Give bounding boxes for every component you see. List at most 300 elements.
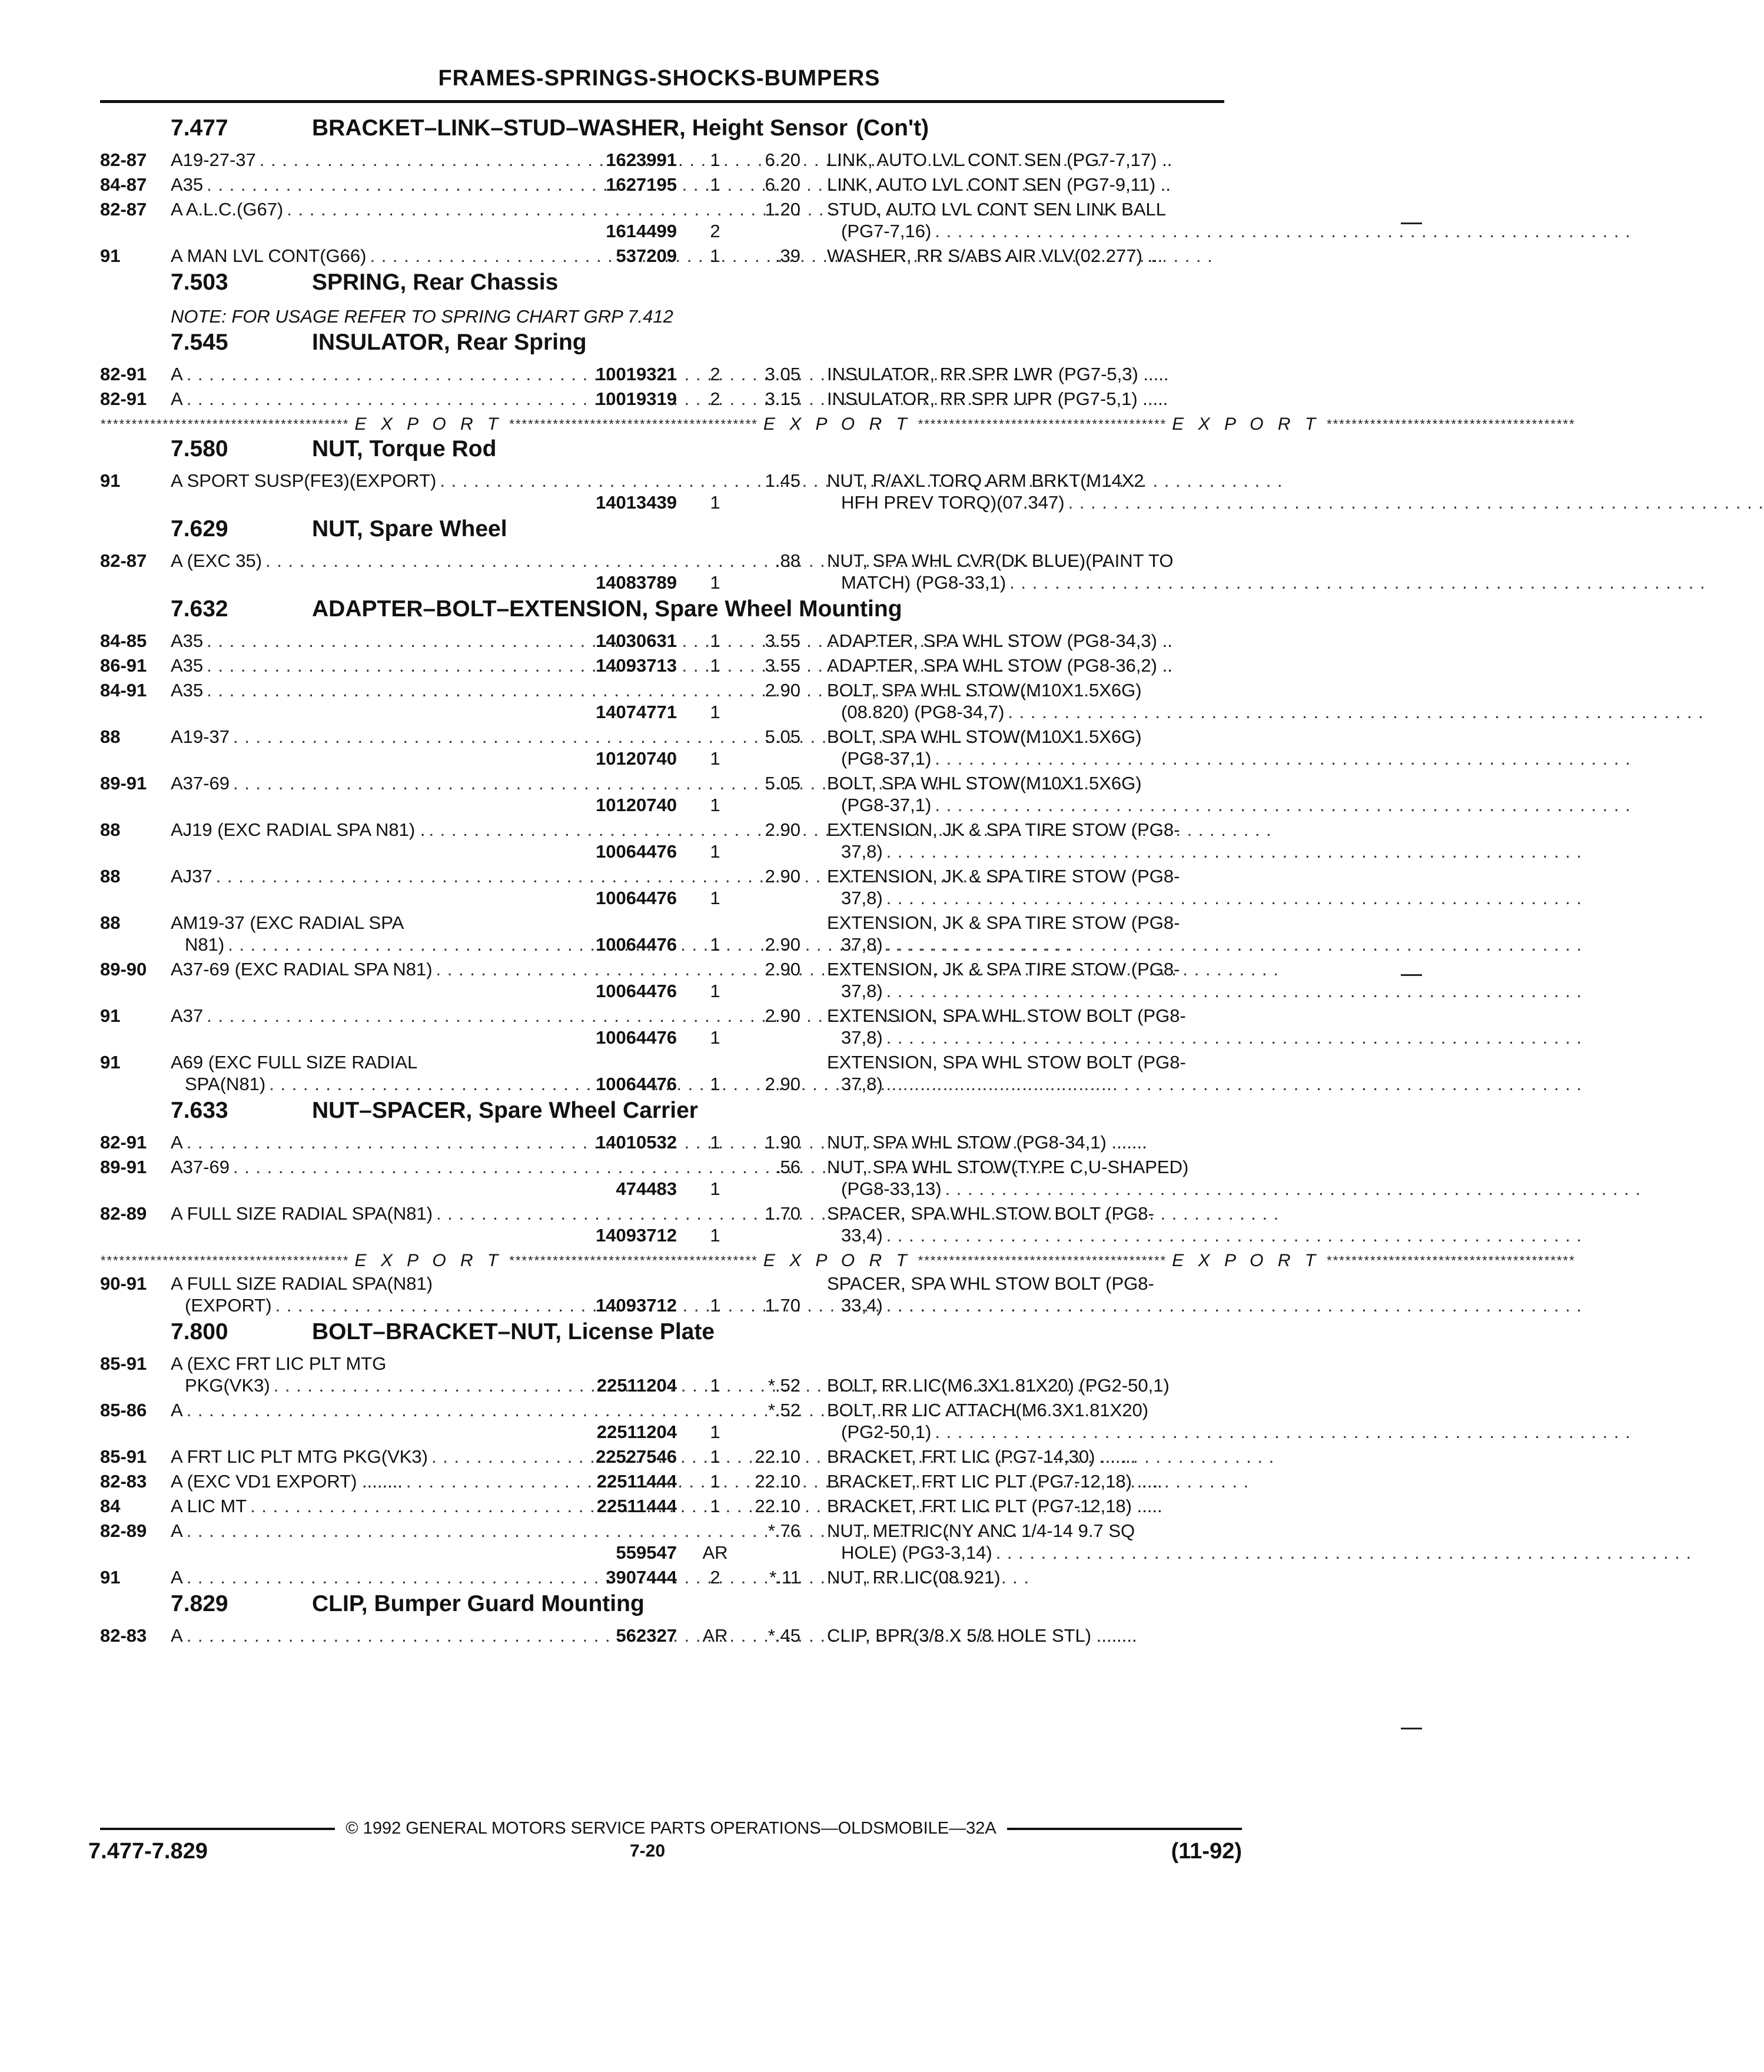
usage-text: AM19-37 (EXC RADIAL SPA bbox=[171, 912, 404, 933]
section-heading bbox=[100, 115, 1224, 149]
model-years: 84-87 bbox=[100, 174, 147, 195]
usage-text: A FULL SIZE RADIAL SPA(N81) bbox=[171, 1273, 433, 1294]
part-number: 3907444 bbox=[606, 1567, 677, 1588]
quantity: 1 bbox=[710, 245, 720, 266]
part-number: 562327 bbox=[616, 1625, 677, 1646]
section-title-group bbox=[312, 115, 937, 141]
part-name bbox=[800, 245, 1248, 267]
part-name-text: (PG8-37,1) . . . bbox=[827, 748, 1248, 769]
usage-text: A37-69 . . . bbox=[171, 772, 589, 794]
model-years: 82-83 bbox=[100, 1625, 147, 1646]
part-number: 10064476 bbox=[596, 888, 677, 908]
usage-description bbox=[171, 1273, 589, 1316]
part-name-text: NUT, R/AXL TORQ ARM BRKT(M14X2 bbox=[827, 470, 1144, 491]
model-years: 82-87 bbox=[100, 550, 147, 571]
usage-description bbox=[171, 174, 589, 195]
part-row bbox=[100, 1273, 1224, 1316]
price: *.52 bbox=[768, 1400, 800, 1420]
part-name bbox=[800, 1156, 1248, 1200]
part-row bbox=[100, 679, 1224, 723]
part-row bbox=[100, 630, 1224, 652]
part-number: 10120740 bbox=[596, 748, 677, 769]
part-number: 14013439 bbox=[596, 492, 677, 513]
section-number: 7.633 bbox=[171, 1098, 228, 1123]
part-name bbox=[800, 1495, 1248, 1517]
usage-description bbox=[171, 1051, 589, 1095]
part-name-text: BOLT, RR LIC ATTACH(M6.3X1.81X20) bbox=[827, 1400, 1149, 1420]
price: 2.90 bbox=[765, 819, 800, 840]
part-name-text: CLIP, BPR(3/8 X 5/8 HOLE STL) ........ bbox=[827, 1625, 1137, 1646]
usage-note: NOTE: FOR USAGE REFER TO SPRING CHART GRP 7.412 bbox=[171, 306, 673, 327]
price: 3.15 bbox=[765, 388, 800, 409]
model-years: 88 bbox=[100, 726, 121, 747]
part-name-text: 37,8) . . . bbox=[827, 980, 1248, 1002]
part-name-text: NUT, METRIC(NY ANC 1/4-14 9.7 SQ bbox=[827, 1520, 1135, 1541]
part-name bbox=[800, 1051, 1248, 1095]
quantity: 1 bbox=[710, 1132, 720, 1153]
usage-text: (EXPORT) . . . bbox=[171, 1294, 589, 1316]
part-number: 14083789 bbox=[596, 572, 677, 593]
usage-description bbox=[171, 1399, 589, 1443]
usage-text: A FULL SIZE RADIAL SPA(N81) . . . bbox=[171, 1203, 589, 1224]
usage-description bbox=[171, 772, 589, 816]
price: 2.90 bbox=[765, 1005, 800, 1026]
section-number: 7.629 bbox=[171, 516, 228, 542]
part-row bbox=[100, 1203, 1224, 1246]
export-stars: **************************************** bbox=[917, 1253, 1167, 1268]
part-number: 22511204 bbox=[596, 1375, 677, 1396]
quantity: 2 bbox=[710, 388, 720, 409]
quantity: AR bbox=[702, 1625, 728, 1646]
model-years: 86-91 bbox=[100, 655, 147, 676]
export-stars: **************************************** bbox=[1326, 1253, 1575, 1268]
part-name-text: BRACKET, FRT LIC (PG7-14,30) ....... bbox=[827, 1446, 1136, 1467]
part-name bbox=[800, 1005, 1248, 1048]
quantity: 1 bbox=[710, 1496, 720, 1516]
part-name bbox=[800, 1273, 1248, 1316]
price: 2.90 bbox=[765, 680, 800, 700]
quantity: 1 bbox=[710, 1471, 720, 1492]
part-name-text: (08.820) (PG8-34,7) . . . bbox=[827, 701, 1248, 723]
part-row bbox=[100, 149, 1224, 171]
usage-text: A A.L.C.(G67) . . . bbox=[171, 198, 589, 220]
section-title: NUT, Torque Rod bbox=[312, 436, 497, 461]
part-row bbox=[100, 655, 1224, 676]
part-name bbox=[800, 174, 1248, 195]
part-name-text: LINK, AUTO LVL CONT SEN (PG7-9,11) .. bbox=[827, 174, 1171, 195]
section-title: ADAPTER–BOLT–EXTENSION, Spare Wheel Mounting bbox=[312, 596, 902, 622]
part-number: 22511204 bbox=[596, 1422, 677, 1442]
part-row bbox=[100, 174, 1224, 195]
usage-description bbox=[171, 470, 589, 513]
part-name-text: EXTENSION, SPA WHL STOW BOLT (PG8- bbox=[827, 1005, 1186, 1026]
quantity: 1 bbox=[710, 888, 720, 908]
price: 22.10 bbox=[755, 1446, 800, 1467]
model-years: 82-91 bbox=[100, 364, 147, 384]
usage-description bbox=[171, 245, 589, 267]
usage-text: A MAN LVL CONT(G66) . . . bbox=[171, 245, 589, 267]
export-stars: **************************************** bbox=[100, 417, 349, 431]
section-number: 7.545 bbox=[171, 330, 228, 355]
quantity: 1 bbox=[710, 1027, 720, 1048]
part-row bbox=[100, 245, 1224, 267]
part-name bbox=[800, 912, 1248, 955]
export-label: E X P O R T bbox=[354, 414, 503, 434]
model-years: 84-91 bbox=[100, 680, 147, 700]
part-name bbox=[800, 772, 1248, 816]
price: 6.20 bbox=[765, 174, 800, 195]
part-name-text: 33,4) . . . bbox=[827, 1294, 1248, 1316]
section-number: 7.829 bbox=[171, 1591, 228, 1616]
price: .39 bbox=[775, 245, 800, 266]
usage-text: A35 . . . bbox=[171, 174, 589, 195]
part-name bbox=[800, 1203, 1248, 1246]
export-stars: **************************************** bbox=[509, 1253, 758, 1268]
section-title-group bbox=[312, 436, 504, 462]
part-name-text: NUT, RR LIC(08.921) bbox=[827, 1567, 1001, 1588]
usage-text: A LIC MT . . . bbox=[171, 1495, 589, 1517]
part-name-text: (PG2-50,1) . . . bbox=[827, 1421, 1248, 1443]
model-years: 88 bbox=[100, 866, 121, 886]
price: 2.90 bbox=[765, 1074, 800, 1094]
model-years: 82-87 bbox=[100, 199, 147, 220]
price: 5.05 bbox=[765, 773, 800, 793]
footer-page-number: 7-20 bbox=[630, 1841, 666, 1861]
part-row bbox=[100, 819, 1224, 862]
part-name bbox=[800, 655, 1248, 676]
price: *.76 bbox=[768, 1520, 800, 1541]
part-name bbox=[800, 1520, 1248, 1563]
usage-text: A19-27-37 . . . bbox=[171, 149, 589, 171]
part-number: 22511444 bbox=[596, 1471, 677, 1492]
part-name bbox=[800, 630, 1248, 652]
part-name-text: SPACER, SPA WHL STOW BOLT (PG8- bbox=[827, 1203, 1154, 1224]
section-title-group bbox=[312, 270, 566, 295]
section-number: 7.477 bbox=[171, 115, 228, 141]
usage-description bbox=[171, 726, 589, 769]
part-name-text: (PG7-7,16) . . . bbox=[827, 220, 1248, 242]
usage-text: A (EXC 35) . . . bbox=[171, 550, 589, 572]
part-row bbox=[100, 1353, 1224, 1396]
part-name bbox=[800, 1566, 1248, 1588]
section-number: 7.580 bbox=[171, 436, 228, 461]
part-number: 14093712 bbox=[596, 1225, 677, 1246]
quantity: 1 bbox=[710, 981, 720, 1001]
model-years: 89-91 bbox=[100, 773, 147, 793]
export-divider bbox=[100, 413, 1575, 436]
model-years: 84-85 bbox=[100, 630, 147, 651]
part-name bbox=[800, 363, 1248, 385]
part-number: 22511444 bbox=[596, 1496, 677, 1516]
usage-description bbox=[171, 1353, 589, 1396]
part-name bbox=[800, 1446, 1248, 1467]
usage-description bbox=[171, 363, 589, 385]
usage-text: A35 . . . bbox=[171, 630, 589, 652]
part-row bbox=[100, 1131, 1224, 1153]
export-label: E X P O R T bbox=[354, 1251, 503, 1270]
part-row bbox=[100, 726, 1224, 769]
part-row bbox=[100, 1446, 1224, 1467]
usage-description bbox=[171, 1470, 589, 1492]
price: 1.70 bbox=[765, 1295, 800, 1316]
section-heading bbox=[100, 330, 1224, 363]
model-years: 91 bbox=[100, 470, 121, 491]
part-name bbox=[800, 1131, 1248, 1153]
part-name-text: EXTENSION, JK & SPA TIRE STOW (PG8- bbox=[827, 819, 1180, 840]
part-name bbox=[800, 149, 1248, 171]
part-name bbox=[800, 679, 1248, 723]
usage-text: A69 (EXC FULL SIZE RADIAL bbox=[171, 1052, 418, 1072]
usage-text: A SPORT SUSP(FE3)(EXPORT) . . . bbox=[171, 470, 589, 492]
part-row bbox=[100, 958, 1224, 1002]
quantity: 1 bbox=[710, 748, 720, 769]
model-years: 85-91 bbox=[100, 1353, 147, 1374]
part-name bbox=[800, 726, 1248, 769]
model-years: 89-90 bbox=[100, 959, 147, 979]
usage-description bbox=[171, 958, 589, 1002]
price: .88 bbox=[775, 550, 800, 571]
part-number: 1614499 bbox=[606, 221, 677, 241]
footer-date: (11-92) bbox=[1171, 1839, 1242, 1864]
price: 22.10 bbox=[755, 1496, 800, 1516]
margin-mark bbox=[1401, 1728, 1422, 1729]
part-name bbox=[800, 550, 1248, 593]
section-title-group bbox=[312, 516, 516, 542]
part-name-text: 37,8) . . . bbox=[827, 1073, 1248, 1095]
parts-listing bbox=[100, 115, 1575, 1649]
usage-description bbox=[171, 149, 589, 171]
model-years: 85-91 bbox=[100, 1446, 147, 1467]
quantity: 1 bbox=[710, 795, 720, 815]
price: 3.55 bbox=[765, 630, 800, 651]
part-row bbox=[100, 550, 1224, 593]
part-row bbox=[100, 1470, 1224, 1492]
part-row bbox=[100, 912, 1224, 955]
part-name-text: BOLT, RR LIC(M6.3X1.81X20) (PG2-50,1) bbox=[827, 1375, 1170, 1396]
section-title: CLIP, Bumper Guard Mounting bbox=[312, 1591, 645, 1616]
part-name-text: NUT, SPA WHL STOW (PG8-34,1) ....... bbox=[827, 1132, 1147, 1153]
price: *.52 bbox=[768, 1375, 800, 1396]
model-years: 82-91 bbox=[100, 1132, 147, 1153]
page-title: FRAMES-SPRINGS-SHOCKS-BUMPERS bbox=[438, 66, 881, 91]
margin-mark bbox=[1401, 974, 1422, 976]
part-name-text: BRACKET, FRT LIC PLT (PG7-12,18) ..... bbox=[827, 1496, 1162, 1516]
model-years: 88 bbox=[100, 912, 121, 933]
price: 22.10 bbox=[755, 1471, 800, 1492]
section-number: 7.800 bbox=[171, 1319, 228, 1344]
usage-text: SPA(N81) . . . bbox=[171, 1073, 589, 1095]
footer-group-range: 7.477-7.829 bbox=[88, 1839, 208, 1864]
usage-text: A (EXC VD1 EXPORT) ........ . . . bbox=[171, 1470, 589, 1492]
quantity: 1 bbox=[710, 1446, 720, 1467]
usage-text: PKG(VK3) . . . bbox=[171, 1374, 589, 1396]
part-row bbox=[100, 1625, 1224, 1646]
part-name-text: LINK, AUTO LVL CONT SEN (PG7-7,17) .. bbox=[827, 150, 1172, 170]
usage-description bbox=[171, 1566, 589, 1588]
export-stars: **************************************** bbox=[1326, 417, 1575, 431]
export-label: E X P O R T bbox=[1172, 1251, 1321, 1270]
model-years: 82-83 bbox=[100, 1471, 147, 1492]
section-heading bbox=[100, 270, 1224, 303]
footer-copyright-line bbox=[100, 1819, 1242, 1838]
part-number: 10064476 bbox=[596, 841, 677, 862]
section-title-group bbox=[312, 596, 911, 622]
section-suffix: (Con't) bbox=[856, 115, 929, 141]
part-name-text: 33,4) . . . bbox=[827, 1224, 1248, 1246]
part-name-text: INSULATOR, RR SPR LWR (PG7-5,3) ..... bbox=[827, 364, 1169, 384]
part-number: 14093712 bbox=[596, 1295, 677, 1316]
part-row bbox=[100, 1051, 1224, 1095]
section-heading bbox=[100, 1319, 1224, 1353]
part-number: 10120740 bbox=[596, 795, 677, 815]
model-years: 82-89 bbox=[100, 1203, 147, 1224]
part-name bbox=[800, 958, 1248, 1002]
price: 2.90 bbox=[765, 959, 800, 979]
section-title: NUT–SPACER, Spare Wheel Carrier bbox=[312, 1098, 698, 1123]
part-name-text: (PG8-37,1) . . . bbox=[827, 794, 1248, 816]
export-label: E X P O R T bbox=[763, 414, 912, 434]
part-number: 10064476 bbox=[596, 1074, 677, 1094]
model-years: 82-87 bbox=[100, 150, 147, 170]
part-name bbox=[800, 388, 1248, 410]
usage-description bbox=[171, 1203, 589, 1246]
part-name-text: ADAPTER, SPA WHL STOW (PG8-36,2) .. bbox=[827, 655, 1172, 676]
quantity: 1 bbox=[710, 174, 720, 195]
price: *.45 bbox=[768, 1625, 800, 1646]
usage-text: N81) . . . bbox=[171, 934, 589, 955]
part-name-text: 37,8) . . . bbox=[827, 934, 1248, 955]
quantity: 1 bbox=[710, 934, 720, 955]
quantity: 1 bbox=[710, 492, 720, 513]
usage-description bbox=[171, 1156, 589, 1200]
quantity: AR bbox=[702, 1542, 728, 1563]
usage-text: A . . . bbox=[171, 1566, 589, 1588]
usage-text: AJ19 (EXC RADIAL SPA N81) . . . . bbox=[171, 819, 589, 841]
part-number: 22527546 bbox=[596, 1446, 677, 1467]
quantity: 1 bbox=[710, 1178, 720, 1199]
section-number: 7.503 bbox=[171, 270, 228, 295]
part-name-text: BRACKET, FRT LIC PLT (PG7-12,18) ..... bbox=[827, 1471, 1162, 1492]
usage-text: A . . . bbox=[171, 363, 589, 385]
export-label: E X P O R T bbox=[763, 1251, 912, 1270]
price: 2.90 bbox=[765, 934, 800, 955]
section-heading bbox=[100, 516, 1224, 550]
section-title-group bbox=[312, 1319, 723, 1345]
footer-copyright: © 1992 GENERAL MOTORS SERVICE PARTS OPERATIONS—OLDSMOBILE—32A bbox=[346, 1819, 996, 1838]
quantity: 2 bbox=[710, 1567, 720, 1588]
part-row bbox=[100, 1005, 1224, 1048]
model-years: 91 bbox=[100, 245, 121, 266]
usage-text: A19-37 . . . bbox=[171, 726, 589, 748]
section-title-group bbox=[312, 330, 595, 356]
section-heading bbox=[100, 436, 1224, 470]
part-name bbox=[800, 470, 1248, 513]
part-number: 1627195 bbox=[606, 174, 677, 195]
model-years: 91 bbox=[100, 1567, 121, 1588]
price: 1.45 bbox=[765, 470, 800, 491]
export-divider bbox=[100, 1249, 1575, 1273]
usage-text: A35 . . . bbox=[171, 655, 589, 676]
model-years: 85-86 bbox=[100, 1400, 147, 1420]
title-rule bbox=[100, 100, 1224, 103]
model-years: 91 bbox=[100, 1052, 121, 1072]
usage-description bbox=[171, 1520, 589, 1563]
part-name-text: ADAPTER, SPA WHL STOW (PG8-34,3) .. bbox=[827, 630, 1172, 651]
part-name bbox=[800, 1470, 1248, 1492]
section-title: NUT, Spare Wheel bbox=[312, 516, 507, 542]
export-stars: **************************************** bbox=[509, 417, 758, 431]
usage-description bbox=[171, 1005, 589, 1048]
part-name bbox=[800, 865, 1248, 909]
price: 1.90 bbox=[765, 1132, 800, 1153]
part-name-text: BOLT, SPA WHL STOW(M10X1.5X6G) bbox=[827, 680, 1142, 700]
part-number: 537209 bbox=[616, 245, 677, 266]
price: .56 bbox=[775, 1157, 800, 1177]
part-name-text: NUT, SPA WHL CVR(DK BLUE)(PAINT TO bbox=[827, 550, 1174, 571]
part-number: 10064476 bbox=[596, 1027, 677, 1048]
quantity: 1 bbox=[710, 150, 720, 170]
part-name bbox=[800, 198, 1248, 242]
quantity: 1 bbox=[710, 655, 720, 676]
quantity: 1 bbox=[710, 702, 720, 722]
usage-description bbox=[171, 655, 589, 676]
part-number: 14074771 bbox=[596, 702, 677, 722]
quantity: 1 bbox=[710, 1375, 720, 1396]
quantity: 1 bbox=[710, 1225, 720, 1246]
section-number: 7.632 bbox=[171, 596, 228, 622]
usage-text: AJ37 . . . bbox=[171, 865, 589, 887]
usage-description bbox=[171, 912, 589, 955]
part-number: 10064476 bbox=[596, 981, 677, 1001]
usage-text: A (EXC FRT LIC PLT MTG bbox=[171, 1353, 387, 1374]
section-heading bbox=[100, 1098, 1224, 1131]
model-years: 89-91 bbox=[100, 1157, 147, 1177]
price: 1.20 bbox=[765, 199, 800, 220]
usage-text: A37-69 (EXC RADIAL SPA N81) . . . bbox=[171, 958, 589, 980]
usage-description bbox=[171, 1446, 589, 1467]
part-name-text: HOLE) (PG3-3,14) . . . bbox=[827, 1542, 1248, 1563]
quantity: 1 bbox=[710, 572, 720, 593]
part-row bbox=[100, 470, 1224, 513]
usage-text: A . . . bbox=[171, 388, 589, 410]
part-name-text: WASHER, RR S/ABS AIR VLV(02.277) ... bbox=[827, 245, 1163, 266]
usage-description bbox=[171, 630, 589, 652]
quantity: 2 bbox=[710, 364, 720, 384]
section-title: BRACKET–LINK–STUD–WASHER, Height Sensor bbox=[312, 115, 848, 141]
part-name-text: MATCH) (PG8-33,1) . . . bbox=[827, 572, 1248, 593]
part-number: 1623991 bbox=[606, 150, 677, 170]
part-number: 14030631 bbox=[596, 630, 677, 651]
part-row bbox=[100, 772, 1224, 816]
part-number: 10019321 bbox=[596, 364, 677, 384]
part-name-text: EXTENSION, JK & SPA TIRE STOW (PG8- bbox=[827, 912, 1180, 933]
part-row bbox=[100, 388, 1224, 410]
model-years: 84 bbox=[100, 1496, 121, 1516]
section-title: INSULATOR, Rear Spring bbox=[312, 330, 587, 355]
part-name-text: EXTENSION, JK & SPA TIRE STOW (PG8- bbox=[827, 959, 1180, 979]
part-number: 14010532 bbox=[596, 1132, 677, 1153]
quantity: 2 bbox=[710, 221, 720, 241]
part-number: 10019319 bbox=[596, 388, 677, 409]
usage-description bbox=[171, 388, 589, 410]
part-row bbox=[100, 1399, 1224, 1443]
model-years: 82-91 bbox=[100, 388, 147, 409]
usage-description bbox=[171, 679, 589, 723]
part-number: 559547 bbox=[616, 1542, 677, 1563]
section-heading bbox=[100, 1591, 1224, 1625]
quantity: 1 bbox=[710, 1295, 720, 1316]
part-row bbox=[100, 1520, 1224, 1563]
